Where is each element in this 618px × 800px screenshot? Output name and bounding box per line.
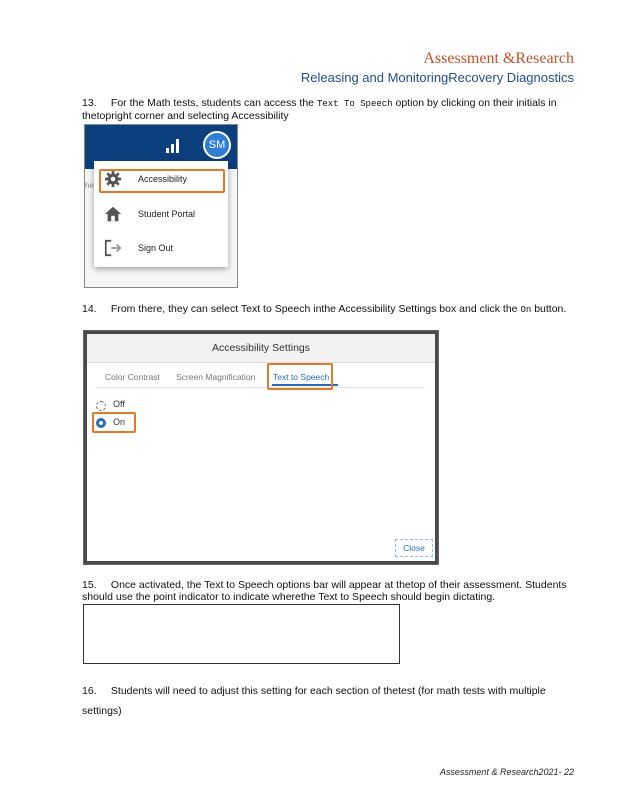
options-bar-screenshot-placeholder [83, 604, 400, 664]
tab-text-to-speech[interactable]: Text to Speech [273, 372, 330, 382]
menu-item-sign-out[interactable] [94, 234, 228, 262]
step-text: option by clicking on their initials in thetopright corner and selecting Accessibility [82, 97, 557, 122]
step-code-text: Text To Speech [316, 99, 393, 109]
step-number: 13. [82, 97, 97, 109]
step-number: 16. [82, 685, 97, 697]
step-text: For the Math tests, students can access the [110, 97, 315, 109]
accessibility-dialog [87, 334, 435, 561]
page-footer: Assessment & Research2021- 22 [439, 767, 574, 777]
tab-screen-magnification[interactable]: Screen Magnification [176, 372, 256, 382]
step-text: Students will need to adjust this setting for each section of thetest (for math tests with multiple settings) [82, 685, 546, 717]
highlight-box [267, 363, 333, 390]
step-number: 15. [82, 579, 97, 591]
step-14 [82, 303, 570, 316]
step-code-text: On [520, 305, 532, 315]
dialog-title: Accessibility Settings [87, 334, 435, 363]
menu-item-label: Sign Out [138, 243, 174, 253]
highlight-box [99, 169, 225, 193]
signal-bars-icon [166, 139, 180, 153]
step-15 [82, 579, 570, 603]
partial-text: he [85, 181, 94, 190]
menu-item-label: Student Portal [138, 209, 196, 219]
step-16 [82, 681, 570, 721]
org-heading: Assessment &Research [423, 50, 574, 67]
tab-divider [95, 387, 425, 388]
avatar[interactable]: SM [203, 131, 231, 159]
close-button[interactable]: Close [395, 539, 433, 557]
radio-label-off: Off [113, 399, 125, 409]
menu-item-label: Accessibility [138, 174, 188, 184]
document-subtitle: Releasing and MonitoringRecovery Diagnostics [300, 70, 574, 85]
step-13 [82, 97, 570, 122]
tab-color-contrast[interactable]: Color Contrast [105, 372, 160, 382]
step-text: button. [534, 303, 567, 315]
home-icon [104, 205, 122, 223]
step-number: 14. [82, 303, 97, 315]
menu-item-student-portal[interactable] [94, 200, 228, 228]
user-dropdown-menu [94, 161, 228, 267]
user-menu-screenshot [84, 124, 238, 288]
highlight-box [92, 412, 136, 433]
menu-item-accessibility[interactable] [94, 165, 228, 193]
step-text: From there, they can select Text to Speech inthe Accessibility Settings box and click the [110, 303, 518, 315]
radio-off[interactable] [96, 401, 106, 411]
accessibility-dialog-screenshot [83, 330, 439, 565]
sign-out-icon [104, 239, 122, 257]
step-text: Once activated, the Text to Speech options bar will appear at thetop of their assessment. Students should use the point indicator to indicate wherethe Text to Speech should begin dictating. [82, 579, 567, 603]
radio-label-on: On [113, 417, 126, 427]
